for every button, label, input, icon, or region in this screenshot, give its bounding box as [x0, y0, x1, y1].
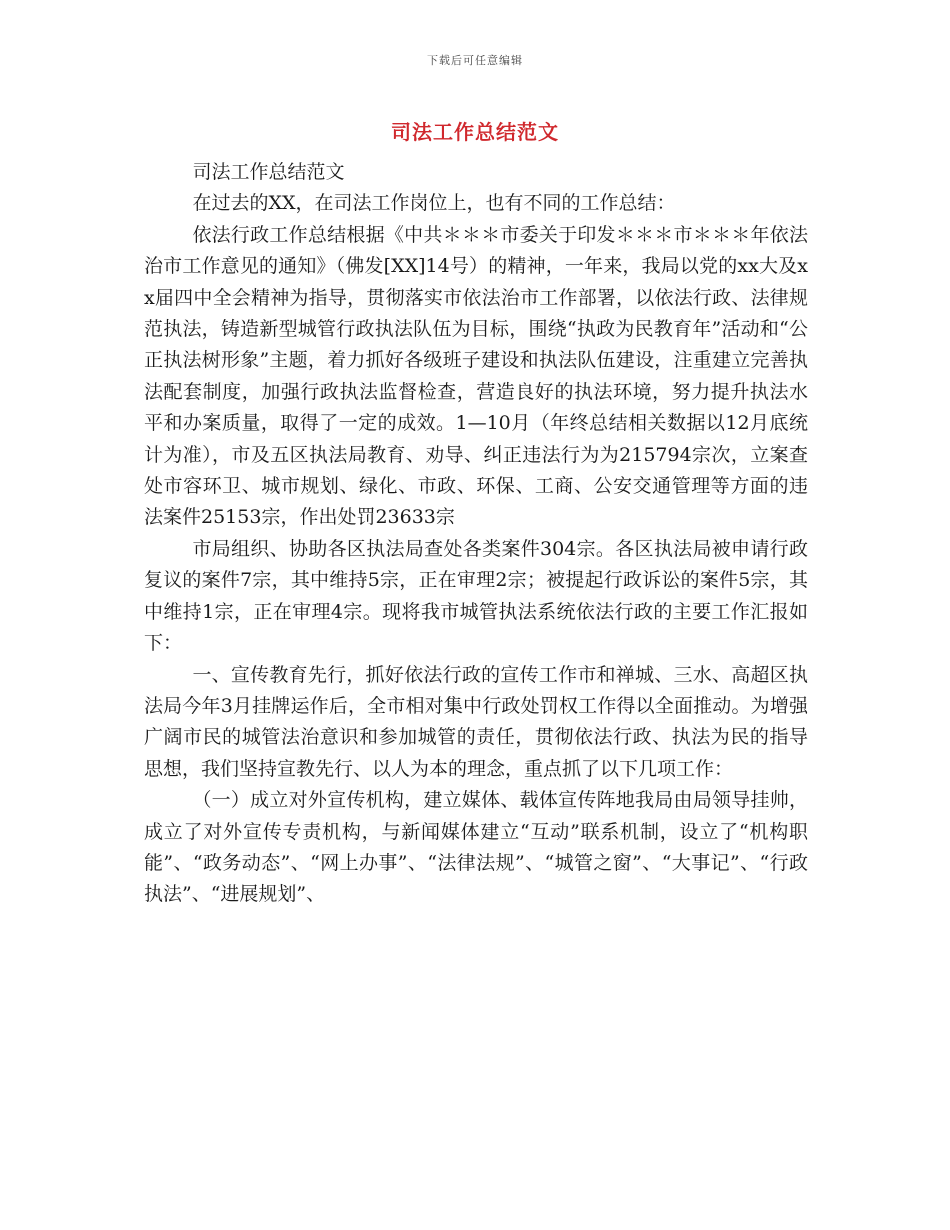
paragraph-intro: 在过去的XX，在司法工作岗位上，也有不同的工作总结：: [192, 192, 676, 215]
paragraph-subtitle: 司法工作总结范文: [192, 161, 345, 183]
document-title: 司法工作总结范文: [391, 120, 559, 144]
document-body: [144, 157, 808, 911]
running-header: 下载后可任意编辑: [427, 54, 523, 67]
paragraph-overview: 依法行政工作总结根据《中共＊＊＊市委关于印发＊＊＊市＊＊＊年依法治市工作意见的通知》（佛发[XX]14号）的精神，一年来，我局以党的xx大及xx届四中全会精神为指导，贯彻落实市依法治市工作部署，以依法行政、法律规范执法，铸造新型城管行政执法队伍为目标，围绕“执政为民教育年”活动和“公正执法树形象”主题，着力抓好各级班子建设和执法队伍建设，注重建立完善执法配套制度，加强行政执法监督检查，营造良好的执法环境，努力提升执法水平和办案质量，取得了一定的成效。1—10月（年终总结相关数据以12月底统计为准），市及五区执法局教育、劝导、纠正违法行为为215794宗次，立案查处市容环卫、城市规划、绿化、市政、环保、工商、公安交通管理等方面的违法案件25153宗，作出处罚23633宗: [144, 223, 808, 529]
paragraph-subsection-one: （一）成立对外宣传机构，建立媒体、载体宣传阵地我局由局领导挂帅，成立了对外宣传专责机构，与新闻媒体建立“互动”联系机制，设立了“机构职能”、“政务动态”、“网上办事”、“法律法规”、“城管之窗”、“大事记”、“行政执法”、“进展规划”、: [144, 789, 808, 906]
paragraph-section-one: 一、宣传教育先行，抓好依法行政的宣传工作市和禅城、三水、高超区执法局今年3月挂牌运作后，全市相对集中行政处罚权工作得以全面推动。为增强广阔市民的城管法治意识和参加城管的责任，贯彻依法行政、执法为民的指导思想，我们坚持宣教先行、以人为本的理念，重点抓了以下几项工作：: [144, 663, 808, 780]
paragraph-case-stats: 市局组织、协助各区执法局查处各类案件304宗。各区执法局被申请行政复议的案件7宗，其中维持5宗，正在审理2宗；被提起行政诉讼的案件5宗，其中维持1宗，正在审理4宗。现将我市城管执法系统依法行政的主要工作汇报如下：: [144, 537, 808, 655]
